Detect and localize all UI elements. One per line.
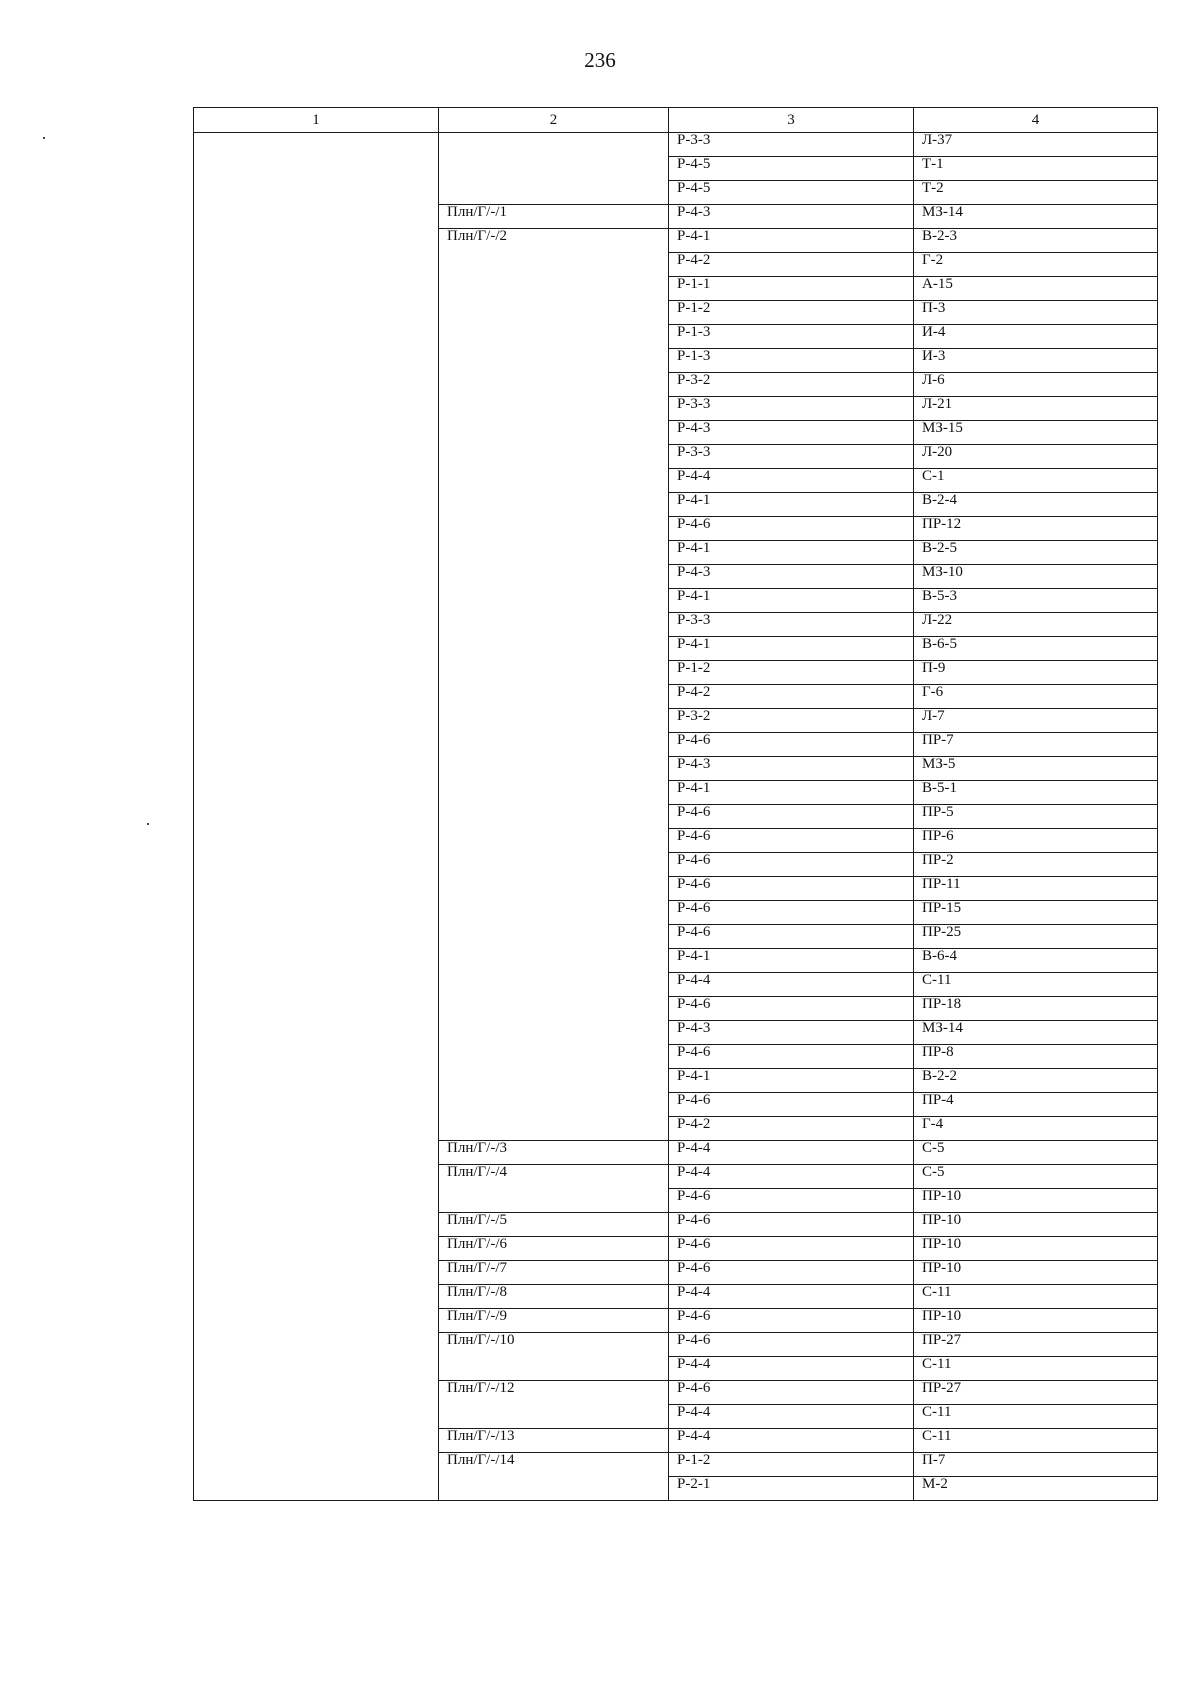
col3-cell: Р-4-1	[669, 493, 914, 517]
col4-cell: С-5	[914, 1165, 1158, 1189]
col1-cell	[194, 133, 439, 1501]
group-label-cell: Плн/Г/-/3	[439, 1141, 669, 1165]
col3-cell: Р-4-4	[669, 1429, 914, 1453]
col4-cell: С-5	[914, 1141, 1158, 1165]
col4-cell: В-5-3	[914, 589, 1158, 613]
col3-cell: Р-4-1	[669, 949, 914, 973]
col4-cell: С-11	[914, 1357, 1158, 1381]
col3-cell: Р-1-3	[669, 325, 914, 349]
col4-cell: Г-4	[914, 1117, 1158, 1141]
col3-cell: Р-3-3	[669, 397, 914, 421]
col4-cell: В-6-4	[914, 949, 1158, 973]
header-col-2: 2	[439, 108, 669, 133]
col3-cell: Р-4-6	[669, 805, 914, 829]
col4-cell: ПР-8	[914, 1045, 1158, 1069]
col4-cell: ПР-5	[914, 805, 1158, 829]
header-col-4: 4	[914, 108, 1158, 133]
col3-cell: Р-4-1	[669, 1069, 914, 1093]
col3-cell: Р-4-6	[669, 1309, 914, 1333]
col3-cell: Р-4-6	[669, 1237, 914, 1261]
col4-cell: В-2-4	[914, 493, 1158, 517]
col3-cell: Р-4-6	[669, 517, 914, 541]
group-label-cell: Плн/Г/-/14	[439, 1453, 669, 1501]
col4-cell: ПР-10	[914, 1189, 1158, 1213]
col4-cell: И-3	[914, 349, 1158, 373]
header-col-3: 3	[669, 108, 914, 133]
col4-cell: С-11	[914, 1429, 1158, 1453]
col4-cell: П-7	[914, 1453, 1158, 1477]
col3-cell: Р-3-3	[669, 445, 914, 469]
group-label-cell	[439, 133, 669, 205]
col3-cell: Р-4-6	[669, 1045, 914, 1069]
group-label-cell: Плн/Г/-/9	[439, 1309, 669, 1333]
scan-speck	[147, 823, 149, 825]
col4-cell: С-1	[914, 469, 1158, 493]
col3-cell: Р-4-6	[669, 901, 914, 925]
col3-cell: Р-4-4	[669, 1405, 914, 1429]
col4-cell: П-3	[914, 301, 1158, 325]
col4-cell: ПР-7	[914, 733, 1158, 757]
col4-cell: ПР-25	[914, 925, 1158, 949]
col4-cell: Г-2	[914, 253, 1158, 277]
col3-cell: Р-4-1	[669, 637, 914, 661]
group-label-cell: Плн/Г/-/12	[439, 1381, 669, 1429]
col3-cell: Р-4-1	[669, 229, 914, 253]
group-label-cell: Плн/Г/-/4	[439, 1165, 669, 1213]
col4-cell: Т-2	[914, 181, 1158, 205]
group-label-cell: Плн/Г/-/6	[439, 1237, 669, 1261]
group-label-cell: Плн/Г/-/8	[439, 1285, 669, 1309]
col4-cell: М-2	[914, 1477, 1158, 1501]
header-row	[194, 108, 1158, 133]
col3-cell: Р-4-2	[669, 1117, 914, 1141]
col3-cell: Р-4-6	[669, 997, 914, 1021]
col4-cell: ПР-11	[914, 877, 1158, 901]
col4-cell: Л-21	[914, 397, 1158, 421]
col3-cell: Р-4-4	[669, 469, 914, 493]
col4-cell: ПР-27	[914, 1333, 1158, 1357]
col3-cell: Р-4-4	[669, 1141, 914, 1165]
col3-cell: Р-4-3	[669, 421, 914, 445]
col3-cell: Р-4-6	[669, 733, 914, 757]
col3-cell: Р-4-5	[669, 181, 914, 205]
col3-cell: Р-4-6	[669, 1381, 914, 1405]
col3-cell: Р-3-2	[669, 373, 914, 397]
col4-cell: В-2-2	[914, 1069, 1158, 1093]
col3-cell: Р-1-3	[669, 349, 914, 373]
col4-cell: ПР-4	[914, 1093, 1158, 1117]
col3-cell: Р-4-3	[669, 205, 914, 229]
col3-cell: Р-4-4	[669, 1165, 914, 1189]
col4-cell: Л-20	[914, 445, 1158, 469]
col3-cell: Р-1-1	[669, 277, 914, 301]
col3-cell: Р-4-3	[669, 1021, 914, 1045]
col4-cell: В-2-3	[914, 229, 1158, 253]
col3-cell: Р-4-6	[669, 853, 914, 877]
col4-cell: ПР-10	[914, 1213, 1158, 1237]
col4-cell: ПР-15	[914, 901, 1158, 925]
col4-cell: МЗ-14	[914, 1021, 1158, 1045]
col4-cell: Л-22	[914, 613, 1158, 637]
group-label-cell: Плн/Г/-/10	[439, 1333, 669, 1381]
col3-cell: Р-4-6	[669, 1213, 914, 1237]
col3-cell: Р-4-6	[669, 1333, 914, 1357]
group-label-cell: Плн/Г/-/1	[439, 205, 669, 229]
col3-cell: Р-1-2	[669, 661, 914, 685]
col4-cell: А-15	[914, 277, 1158, 301]
col4-cell: ПР-18	[914, 997, 1158, 1021]
col3-cell: Р-4-4	[669, 1357, 914, 1381]
col4-cell: ПР-10	[914, 1261, 1158, 1285]
col3-cell: Р-4-1	[669, 589, 914, 613]
col3-cell: Р-4-6	[669, 1093, 914, 1117]
page-number: 236	[584, 48, 616, 72]
col3-cell: Р-4-4	[669, 1285, 914, 1309]
col3-cell: Р-4-1	[669, 541, 914, 565]
col4-cell: С-11	[914, 973, 1158, 997]
col3-cell: Р-4-6	[669, 925, 914, 949]
col4-cell: ПР-2	[914, 853, 1158, 877]
table-row	[194, 133, 1158, 157]
col4-cell: МЗ-5	[914, 757, 1158, 781]
col4-cell: Т-1	[914, 157, 1158, 181]
col3-cell: Р-4-6	[669, 877, 914, 901]
col4-cell: П-9	[914, 661, 1158, 685]
group-label-cell: Плн/Г/-/2	[439, 229, 669, 1141]
col3-cell: Р-4-6	[669, 829, 914, 853]
col3-cell: Р-1-2	[669, 301, 914, 325]
col4-cell: С-11	[914, 1405, 1158, 1429]
scan-speck	[43, 137, 45, 139]
header-col-1: 1	[194, 108, 439, 133]
col4-cell: МЗ-10	[914, 565, 1158, 589]
col4-cell: ПР-10	[914, 1237, 1158, 1261]
group-label-cell: Плн/Г/-/7	[439, 1261, 669, 1285]
col4-cell: ПР-6	[914, 829, 1158, 853]
col4-cell: МЗ-15	[914, 421, 1158, 445]
group-label-cell: Плн/Г/-/5	[439, 1213, 669, 1237]
col4-cell: Л-7	[914, 709, 1158, 733]
col3-cell: Р-4-6	[669, 1261, 914, 1285]
col3-cell: Р-3-2	[669, 709, 914, 733]
col4-cell: Г-6	[914, 685, 1158, 709]
col3-cell: Р-3-3	[669, 133, 914, 157]
col3-cell: Р-1-2	[669, 1453, 914, 1477]
col4-cell: В-5-1	[914, 781, 1158, 805]
col4-cell: Л-6	[914, 373, 1158, 397]
data-table	[193, 107, 1158, 1501]
col3-cell: Р-4-6	[669, 1189, 914, 1213]
col4-cell: ПР-10	[914, 1309, 1158, 1333]
col4-cell: С-11	[914, 1285, 1158, 1309]
col3-cell: Р-4-2	[669, 253, 914, 277]
col3-cell: Р-4-1	[669, 781, 914, 805]
col4-cell: И-4	[914, 325, 1158, 349]
col3-cell: Р-4-3	[669, 757, 914, 781]
col3-cell: Р-3-3	[669, 613, 914, 637]
group-label-cell: Плн/Г/-/13	[439, 1429, 669, 1453]
col4-cell: ПР-27	[914, 1381, 1158, 1405]
col3-cell: Р-2-1	[669, 1477, 914, 1501]
col3-cell: Р-4-4	[669, 973, 914, 997]
col3-cell: Р-4-3	[669, 565, 914, 589]
col4-cell: Л-37	[914, 133, 1158, 157]
col4-cell: В-6-5	[914, 637, 1158, 661]
col4-cell: МЗ-14	[914, 205, 1158, 229]
table-body	[194, 133, 1158, 1501]
col3-cell: Р-4-2	[669, 685, 914, 709]
col3-cell: Р-4-5	[669, 157, 914, 181]
col4-cell: ПР-12	[914, 517, 1158, 541]
col4-cell: В-2-5	[914, 541, 1158, 565]
